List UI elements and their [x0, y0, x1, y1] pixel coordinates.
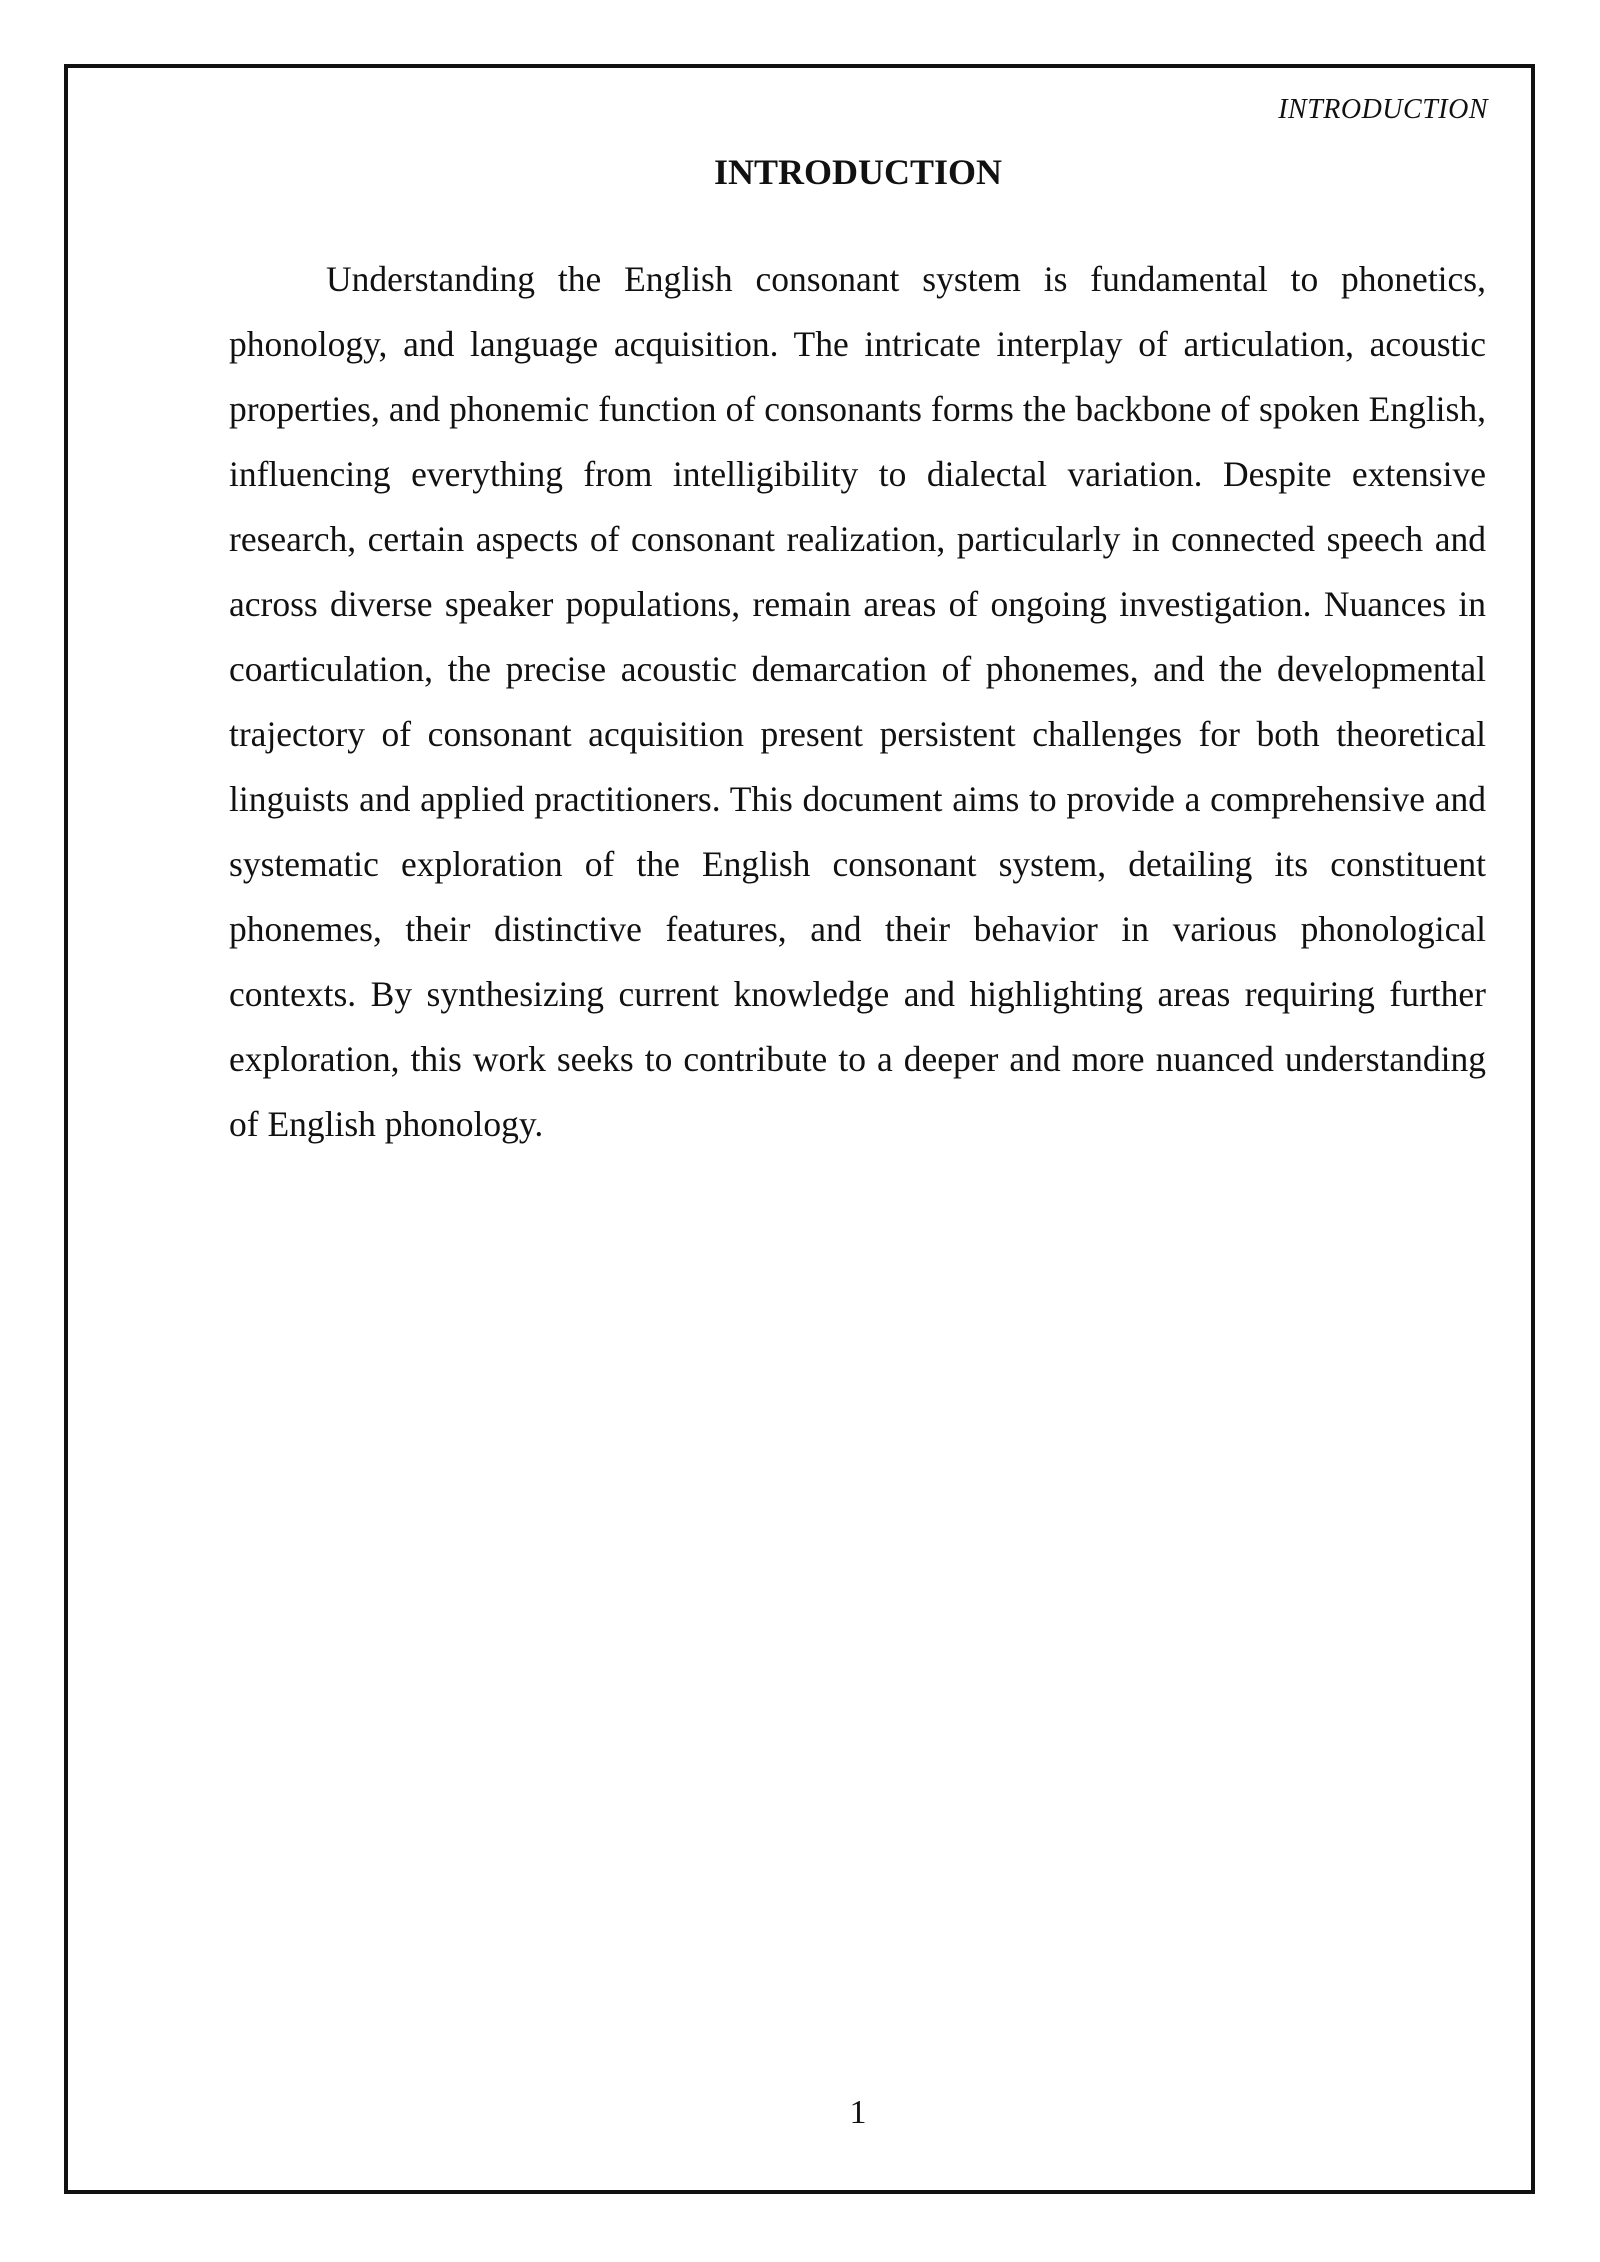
page-number: 1 [849, 2094, 867, 2131]
running-header: INTRODUCTION [1278, 94, 1488, 125]
page-title: INTRODUCTION [713, 152, 1003, 192]
body-paragraph: Understanding the English consonant system is fundamental to phonetics, phonology, and language acquisition. The intricate interplay of articulation, acoustic properties, and phonemic function of consonants forms the backbone of spoken English, influencing everything from intelligibility to dialectal variation. Despite extensive research, certain aspects of consonant realization, particularly in connected speech and across diverse speaker populations, remain areas of ongoing investigation. Nuances in coarticulation, the precise acoustic demarcation of phonemes, and the developmental trajectory of consonant acquisition present persistent challenges for both theoretical linguists and applied practitioners. This document aims to provide a comprehensive and systematic exploration of the English consonant system, detailing its constituent phonemes, their distinctive features, and their behavior in various phonological contexts. By synthesizing current knowledge and highlighting areas requiring further exploration, this work seeks to contribute to a deeper and more nuanced understanding of English phonology. [229, 259, 1486, 1144]
